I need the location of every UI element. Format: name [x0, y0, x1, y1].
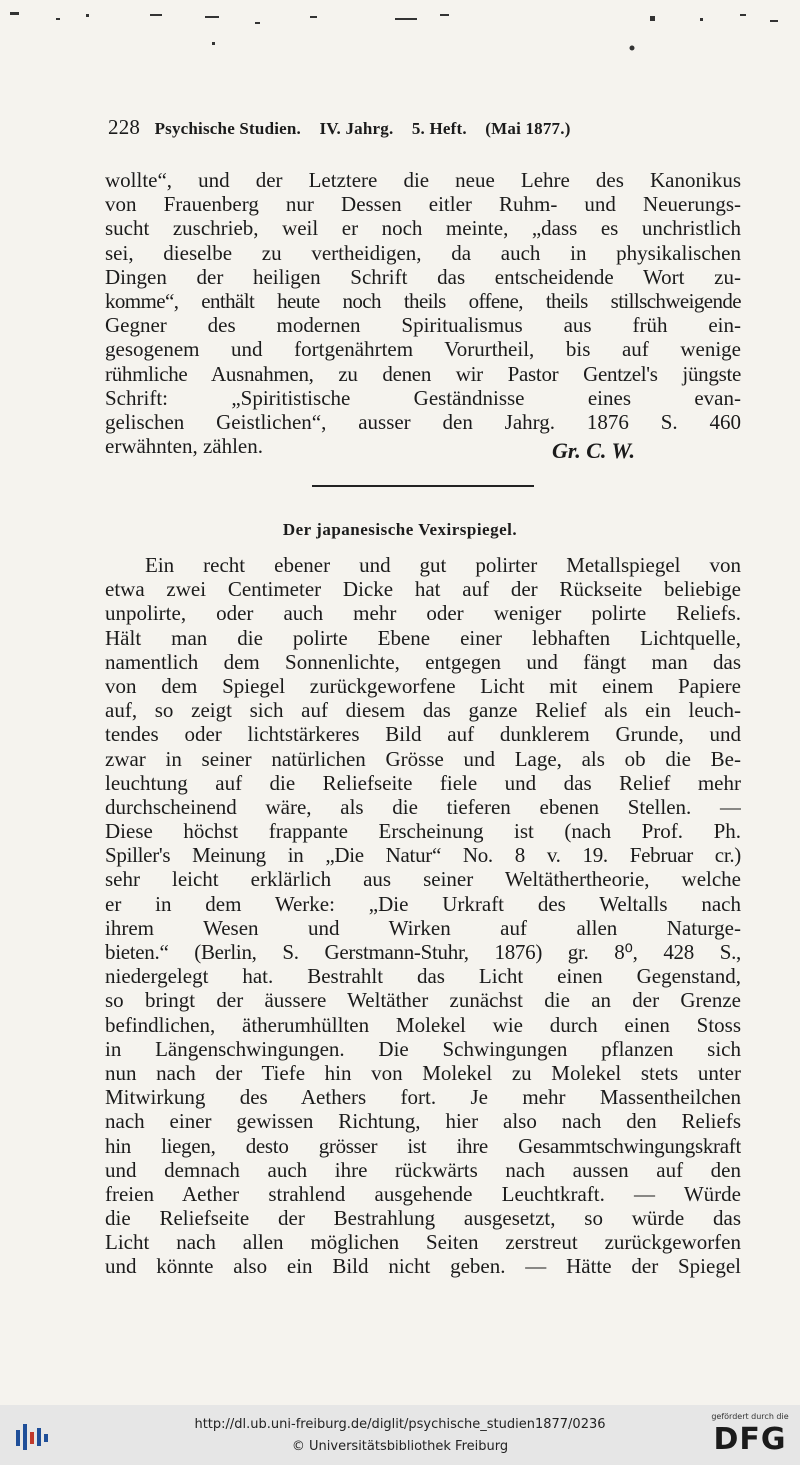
text-line: und könnte also ein Bild nicht geben. — Hätte der Spiegel	[105, 1254, 741, 1279]
text-line: Dingen der heiligen Schrift das entscheidende Wort zu-	[105, 264, 741, 289]
text-line: zwar in seiner natürlichen Grösse und Lage, als ob die Be-	[105, 746, 741, 771]
issue: 5. Heft.	[411, 119, 467, 138]
journal-title: Psychische Studien.	[154, 119, 301, 138]
text-line: von Frauenberg nur Dessen eitler Ruhm- und Neuerungs-	[105, 192, 741, 217]
footer-bar	[0, 1405, 800, 1465]
volume: IV. Jahrg.	[319, 119, 394, 138]
text-line: die Reliefseite der Bestrahlung ausgesetzt, so würde das	[105, 1206, 741, 1231]
text-line: Diese höchst frappante Erscheinung ist (nach Prof. Ph.	[105, 819, 741, 844]
running-head	[108, 115, 668, 140]
text-line: Mitwirkung des Aethers fort. Je mehr Massentheilchen	[105, 1085, 741, 1110]
text-line: so bringt der äussere Weltäther zunächst die an der Grenze	[105, 988, 741, 1013]
text-line: auf, so zeigt sich auf diesem das ganze Relief als ein leuch-	[105, 698, 741, 723]
text-line: er in dem Werke: „Die Urkraft des Weltalls nach	[105, 891, 741, 916]
text-line: hin liegen, desto grösser ist ihre Gesammtschwingungskraft	[105, 1133, 741, 1158]
text-line: bieten.“ (Berlin, S. Gerstmann-Stuhr, 1876) gr. 8⁰, 428 S.,	[105, 940, 741, 964]
text-line: und demnach auch ihre rückwärts nach aussen auf den	[105, 1157, 741, 1182]
article-body	[105, 553, 741, 1279]
issue-date: (Mai 1877.)	[485, 119, 571, 138]
source-url-link[interactable]: http://dl.ub.uni-freiburg.de/diglit/psychische_studien1877/0236	[194, 1417, 606, 1432]
text-line: niedergelegt hat. Bestrahlt das Licht einen Gegenstand,	[105, 964, 741, 989]
text-line: von dem Spiegel zurückgeworfene Licht mit einem Papiere	[105, 673, 741, 698]
text-line: in Längenschwingungen. Die Schwingungen pflanzen sich	[105, 1036, 741, 1061]
continuation-text	[105, 168, 741, 458]
text-line: wollte“, und der Letztere die neue Lehre des Kanonikus	[105, 168, 741, 192]
text-line: sehr leicht erklärlich aus seiner Weltäthertheorie, welche	[105, 867, 741, 892]
text-line: Schrift: „Spiritistische Geständnisse eines evan-	[105, 385, 741, 410]
text-line: tendes oder lichtstärkeres Bild auf dunklerem Grunde, und	[105, 722, 741, 747]
article-title: Der japanesische Vexirspiegel.	[282, 520, 518, 539]
dfg-logo: DFG	[713, 1422, 787, 1457]
section-divider	[312, 485, 534, 487]
text-line: nun nach der Tiefe hin von Molekel zu Molekel stets unter	[105, 1060, 741, 1085]
text-line: erwähnten, zählen.	[105, 434, 264, 459]
text-line: rühmliche Ausnahmen, zu denen wir Pastor Gentzel's jüngste	[105, 361, 741, 386]
text-line: Spiller's Meinung in „Die Natur“ No. 8 v. 19. Februar cr.)	[105, 843, 741, 868]
text-line: etwa zwei Centimeter Dicke hat auf der Rückseite beliebige	[105, 577, 741, 602]
text-line: gesogenem und fortgenährtem Vorurtheil, bis auf wenige	[105, 337, 741, 362]
text-line: namentlich dem Sonnenlichte, entgegen und fängt man das	[105, 649, 741, 674]
text-line: unpolirte, oder auch mehr oder weniger polirte Reliefs.	[105, 601, 741, 626]
copyright-notice: © Universitätsbibliothek Freiburg	[291, 1439, 509, 1454]
text-line: Ein recht ebener und gut polirter Metallspiegel von	[145, 553, 741, 577]
text-line: Hält man die polirte Ebene einer lebhaften Lichtquelle,	[105, 625, 741, 650]
text-line: Gegner des modernen Spiritualismus aus früh ein-	[105, 313, 741, 338]
text-line: komme“, enthält heute noch theils offene, theils stillschweigende	[105, 288, 741, 313]
author-signature: Gr. C. W.	[552, 438, 635, 463]
scan-specks	[0, 0, 800, 60]
text-line: freien Aether strahlend ausgehende Leuchtkraft. — Würde	[105, 1181, 741, 1206]
page-number: 228	[108, 115, 141, 139]
text-line: ihrem Wesen und Wirken auf allen Naturge-	[105, 915, 741, 940]
text-line: leuchtung auf die Reliefseite fiele und das Relief mehr	[105, 770, 741, 795]
text-line: nach einer gewissen Richtung, hier also nach den Reliefs	[105, 1109, 741, 1134]
text-line: gelischen Geistlichen“, ausser den Jahrg. 1876 S. 460	[105, 409, 741, 434]
text-line: sei, dieselbe zu vertheidigen, da auch in physikalischen	[105, 240, 741, 265]
text-line: befindlichen, ätherumhüllten Molekel wie durch einen Stoss	[105, 1012, 741, 1037]
text-line: sucht zuschrieb, weil er noch meinte, „dass es unchristlich	[105, 216, 741, 241]
text-line: durchscheinend wäre, als die tieferen ebenen Stellen. —	[105, 794, 741, 819]
funding-note: gefördert durch die	[711, 1412, 789, 1421]
text-line: Licht nach allen möglichen Seiten zerstreut zurückgeworfen	[105, 1230, 741, 1255]
